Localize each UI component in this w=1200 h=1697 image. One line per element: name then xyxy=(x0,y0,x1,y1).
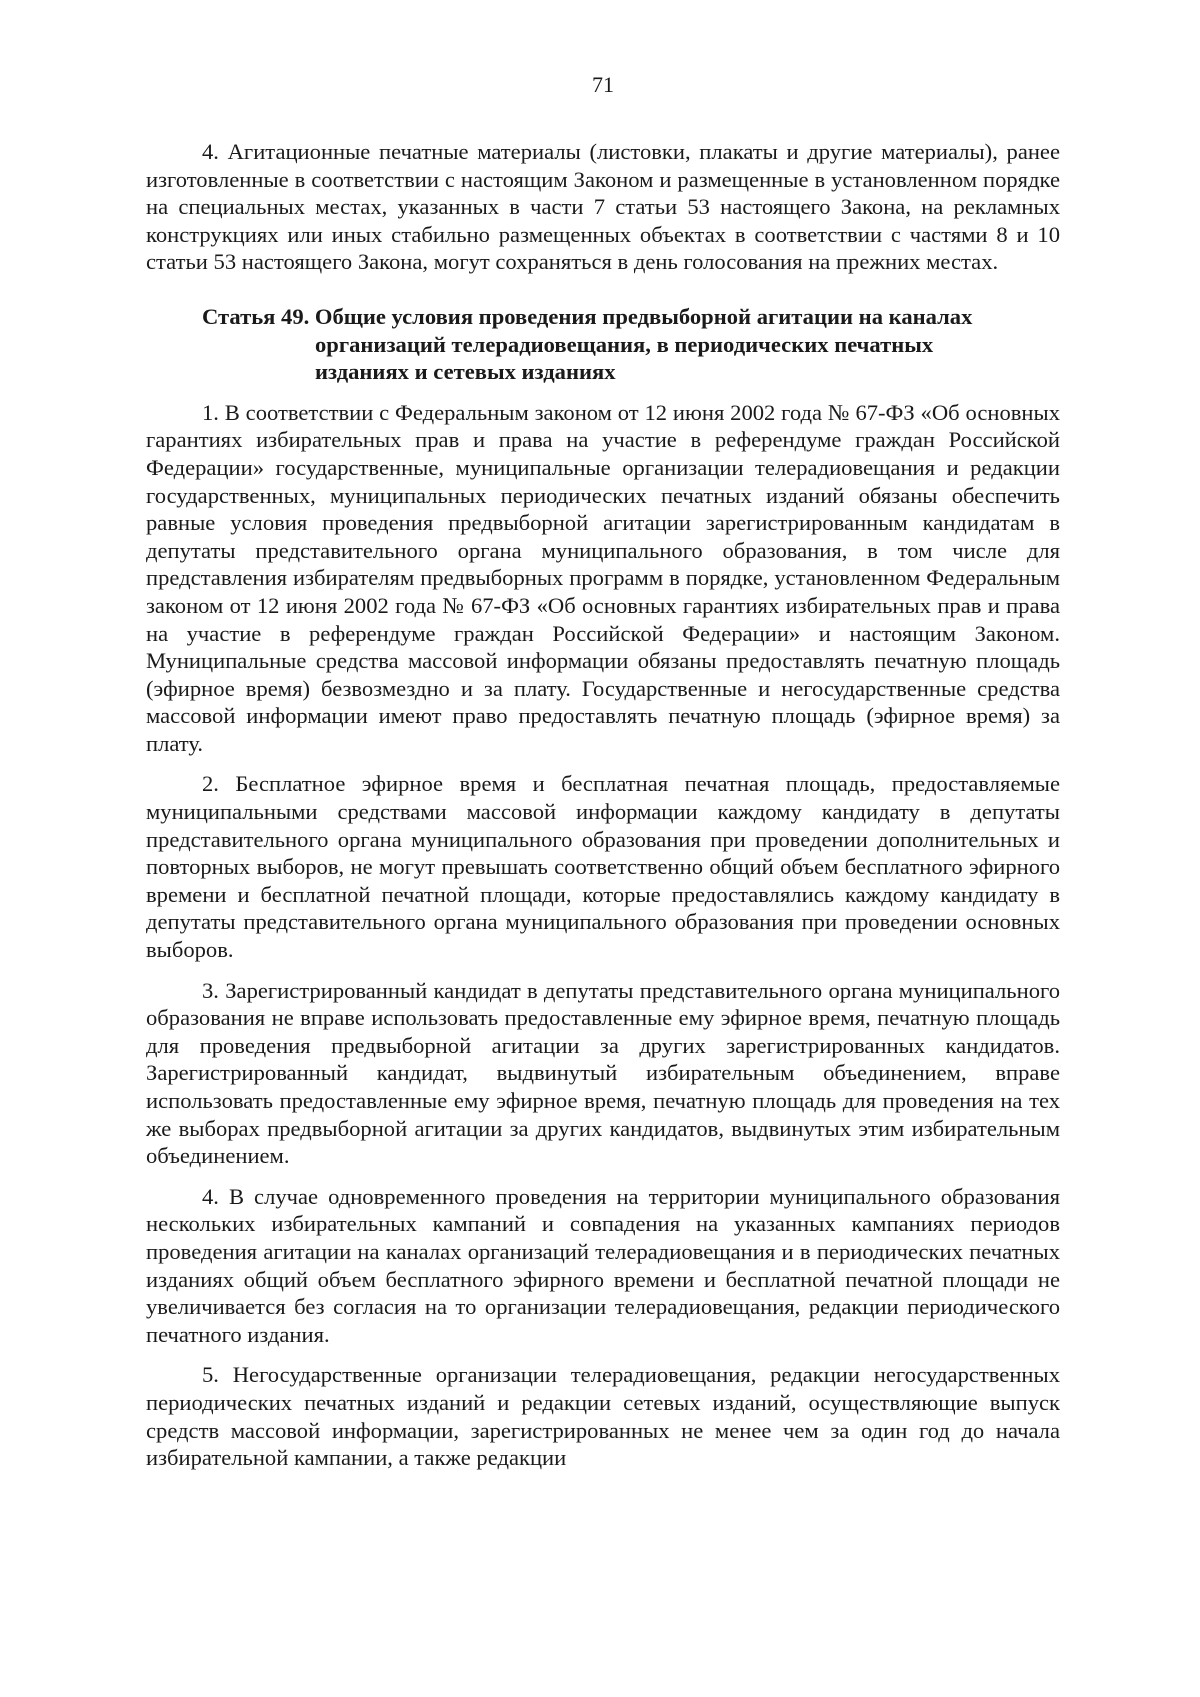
article-heading-line-3: изданиях и сетевых изданиях xyxy=(315,359,616,385)
article-heading-line-2: организаций телерадиовещания, в периодических печатных xyxy=(315,331,934,357)
paragraph-intro: 4. Агитационные печатные материалы (листовки, плакаты и другие материалы), ранее изготовленные в соответствии с настоящим Законом и размещенные в установленном порядке на специальных местах, указанных в части 7 статьи 53 настоящего Закона, на рекламных конструкциях или иных стабильно размещенных объектах в соответствии с частями 8 и 10 статьи 53 настоящего Закона, могут сохраняться в день голосования на прежних местах. xyxy=(146,139,1060,275)
paragraph-4: 4. В случае одновременного проведения на территории муниципального образования нескольких избирательных кампаний и совпадения на указанных кампаниях периодов проведения агитации на каналах организаций телерадиовещания и в периодических печатных изданиях общий объем бесплатного эфирного времени и бесплатной печатной площади не увеличивается без согласия на то организации телерадиовещания, редакции периодического печатного издания. xyxy=(146,1183,1060,1347)
paragraph-5: 5. Негосударственные организации телерадиовещания, редакции негосударственных периодических печатных изданий и редакции сетевых изданий, осуществляющие выпуск средств массовой информации, зарегистрированных не менее чем за один год до начала избирательной кампании, а также редакции xyxy=(146,1362,1060,1471)
article-heading xyxy=(146,303,1060,386)
paragraph-2: 2. Бесплатное эфирное время и бесплатная печатная площадь, предоставляемые муниципальными средствами массовой информации каждому кандидату в депутаты представительного органа муниципального образования при проведении дополнительных и повторных выборов, не могут превышать соответственно общий объем бесплатного эфирного времени и бесплатной печатной площади, которые предоставлялись каждому кандидату в депутаты представительного органа муниципального образования при проведении основных выборов. xyxy=(146,771,1060,963)
article-heading-line-1: Статья 49. Общие условия проведения предвыборной агитации на каналах xyxy=(202,303,973,329)
document-body xyxy=(146,138,1060,1485)
paragraph-3: 3. Зарегистрированный кандидат в депутаты представительного органа муниципального образования не вправе использовать предоставленные ему эфирное время, печатную площадь для проведения предвыборной агитации за других зарегистрированных кандидатов. Зарегистрированный кандидат, выдвинутый избирательным объединением, вправе использовать предоставленные ему эфирное время, печатную площадь для проведения на тех же выборах предвыборной агитации за других кандидатов, выдвинутых этим избирательным объединением. xyxy=(146,977,1060,1169)
paragraph-1: 1. В соответствии с Федеральным законом от 12 июня 2002 года № 67-ФЗ «Об основных гарантиях избирательных прав и права на участие в референдуме граждан Российской Федерации» государственные, муниципальные организации телерадиовещания и редакции государственных, муниципальных периодических печатных изданий обязаны обеспечить равные условия проведения предвыборной агитации зарегистрированным кандидатам в депутаты представительного органа муниципального образования, в том числе для представления избирателям предвыборных программ в порядке, установленном Федеральным законом от 12 июня 2002 года № 67-ФЗ «Об основных гарантиях избирательных прав и права на участие в референдуме граждан Российской Федерации» и настоящим Законом. Муниципальные средства массовой информации обязаны предоставлять печатную площадь (эфирное время) безвозмездно и за плату. Государственные и негосударственные средства массовой информации имеют право предоставлять печатную площадь (эфирное время) за плату. xyxy=(146,399,1060,756)
page-number: 71 xyxy=(592,72,614,97)
